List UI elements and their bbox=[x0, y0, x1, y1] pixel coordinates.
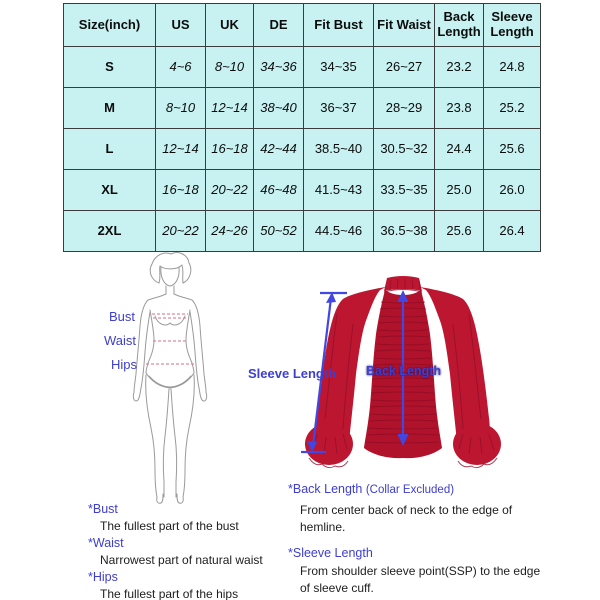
table-cell: 30.5~32 bbox=[374, 129, 435, 170]
table-cell: L bbox=[64, 129, 156, 170]
table-cell: 2XL bbox=[64, 211, 156, 252]
header-sleeve-length: Sleeve Length bbox=[484, 4, 541, 47]
table-cell: 50~52 bbox=[254, 211, 304, 252]
table-header-row bbox=[64, 4, 541, 47]
table-cell: 25.2 bbox=[484, 88, 541, 129]
table-cell: 42~44 bbox=[254, 129, 304, 170]
header-back-length: Back Length bbox=[435, 4, 484, 47]
table-cell: 24.4 bbox=[435, 129, 484, 170]
table-cell: 36.5~38 bbox=[374, 211, 435, 252]
table-cell: 34~35 bbox=[304, 47, 374, 88]
bust-label: Bust bbox=[109, 309, 136, 324]
sleeve-length-term: *Sleeve Length bbox=[288, 546, 373, 560]
table-cell: 12~14 bbox=[206, 88, 254, 129]
header-fit-bust: Fit Bust bbox=[304, 4, 374, 47]
table-cell: 20~22 bbox=[156, 211, 206, 252]
header-us: US bbox=[156, 4, 206, 47]
table-cell: 4~6 bbox=[156, 47, 206, 88]
back-length-term-note: (Collar Excluded) bbox=[365, 484, 455, 496]
table-cell: 34~36 bbox=[254, 47, 304, 88]
table-cell: 26~27 bbox=[374, 47, 435, 88]
size-table bbox=[63, 3, 541, 252]
table-cell: 8~10 bbox=[156, 88, 206, 129]
table-cell: 25.0 bbox=[435, 170, 484, 211]
waist-label: Waist bbox=[104, 333, 137, 348]
back-length-label: Back Length bbox=[366, 364, 442, 378]
bust-description: The fullest part of the bust bbox=[100, 519, 239, 533]
table-cell: S bbox=[64, 47, 156, 88]
table-cell: 24~26 bbox=[206, 211, 254, 252]
hips-term: *Hips bbox=[88, 570, 118, 584]
table-cell: 16~18 bbox=[206, 129, 254, 170]
header-de: DE bbox=[254, 4, 304, 47]
table-cell: 36~37 bbox=[304, 88, 374, 129]
sleeve-length-label: Sleeve Length bbox=[248, 366, 337, 381]
table-cell: 38.5~40 bbox=[304, 129, 374, 170]
table-cell: M bbox=[64, 88, 156, 129]
table-cell: 16~18 bbox=[156, 170, 206, 211]
table-cell: 24.8 bbox=[484, 47, 541, 88]
sleeve-length-description-line1: From shoulder sleeve point(SSP) to the edge bbox=[300, 564, 541, 578]
table-row bbox=[64, 170, 541, 211]
table-cell: 26.4 bbox=[484, 211, 541, 252]
table-cell: 28~29 bbox=[374, 88, 435, 129]
table-cell: 46~48 bbox=[254, 170, 304, 211]
table-cell: 8~10 bbox=[206, 47, 254, 88]
table-cell: 33.5~35 bbox=[374, 170, 435, 211]
table-cell: 25.6 bbox=[435, 211, 484, 252]
hips-description: The fullest part of the hips bbox=[100, 587, 239, 600]
header-fit-waist: Fit Waist bbox=[374, 4, 435, 47]
bust-term: *Bust bbox=[88, 502, 118, 516]
table-row bbox=[64, 129, 541, 170]
table-cell: 25.6 bbox=[484, 129, 541, 170]
table-cell: 23.2 bbox=[435, 47, 484, 88]
table-cell: 26.0 bbox=[484, 170, 541, 211]
table-cell: 38~40 bbox=[254, 88, 304, 129]
back-length-description-line1: From center back of neck to the edge of bbox=[300, 503, 513, 517]
table-cell: 23.8 bbox=[435, 88, 484, 129]
table-cell: 41.5~43 bbox=[304, 170, 374, 211]
sleeve-length-description-line2: of sleeve cuff. bbox=[300, 581, 374, 595]
waist-term: *Waist bbox=[88, 536, 124, 550]
table-row bbox=[64, 211, 541, 252]
header-size: Size(inch) bbox=[64, 4, 156, 47]
table-cell: 44.5~46 bbox=[304, 211, 374, 252]
waist-description: Narrowest part of natural waist bbox=[100, 553, 263, 567]
table-cell: XL bbox=[64, 170, 156, 211]
table-cell: 12~14 bbox=[156, 129, 206, 170]
header-uk: UK bbox=[206, 4, 254, 47]
back-length-term-text: *Back Length bbox=[288, 482, 363, 496]
back-length-description-line2: hemline. bbox=[300, 520, 346, 534]
female-figure-diagram bbox=[100, 252, 240, 505]
back-length-term bbox=[288, 482, 454, 496]
table-cell: 20~22 bbox=[206, 170, 254, 211]
hips-label: Hips bbox=[111, 357, 138, 372]
table-row bbox=[64, 47, 541, 88]
table-row bbox=[64, 88, 541, 129]
